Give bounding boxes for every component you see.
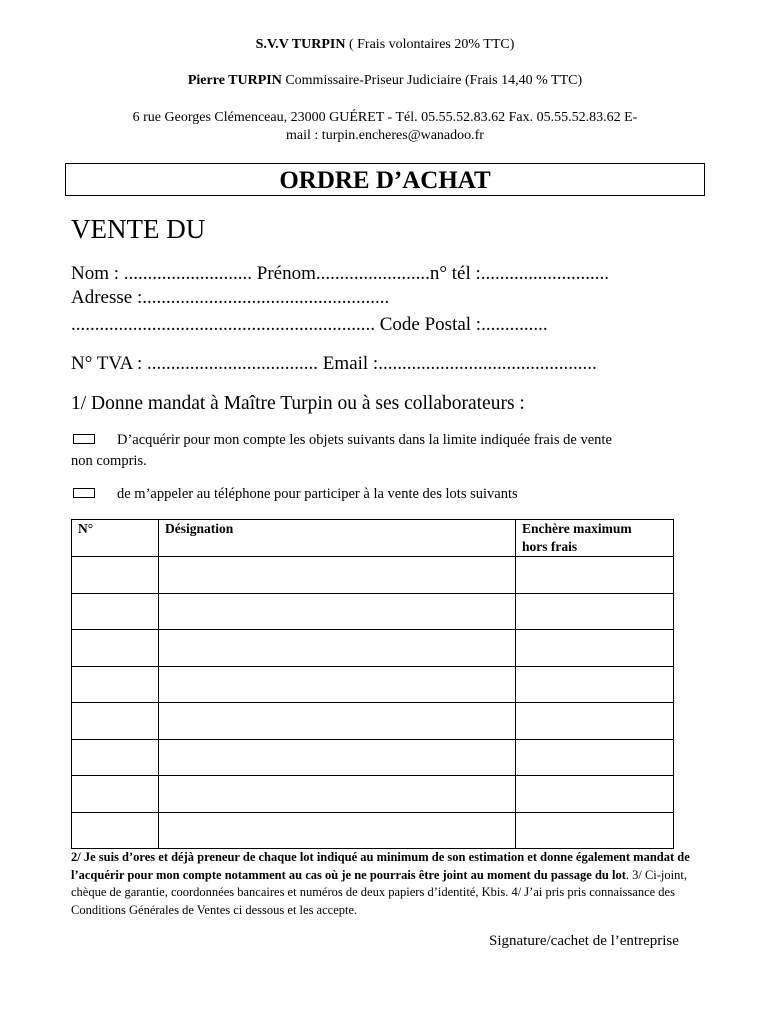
postal-code-field[interactable]: ................................................................ Code Postal :.............. xyxy=(71,314,548,335)
table-row xyxy=(72,557,674,594)
col-num-header: N° xyxy=(72,520,159,557)
col-bid-header: Enchère maximum hors frais xyxy=(516,520,674,557)
header-svv-line xyxy=(0,37,770,53)
table-row xyxy=(72,703,674,740)
table-row xyxy=(72,739,674,776)
phone-bid-label: de m’appeler au téléphone pour participer à la vente des lots suivants xyxy=(117,486,518,502)
header-auctioneer-line xyxy=(0,73,770,89)
purchase-order-label: D’acquérir pour mon compte les objets suivants dans la limite indiquée frais de vente xyxy=(117,432,612,448)
table-row xyxy=(72,593,674,630)
auctioneer-name: Pierre TURPIN xyxy=(187,73,282,88)
svv-fees: ( Frais volontaires 20% TTC) xyxy=(345,37,515,52)
vat-email-field[interactable]: N° TVA : .................................... Email :.............................................. xyxy=(71,353,597,374)
table-row xyxy=(72,776,674,813)
purchase-order-checkbox[interactable] xyxy=(73,434,95,444)
address-field[interactable]: Adresse :.................................................... xyxy=(71,287,390,308)
phone-bid-checkbox[interactable] xyxy=(73,488,95,498)
auctioneer-role: Commissaire-Priseur Judiciaire (Frais 14,40 % TTC) xyxy=(281,73,583,88)
terms-paragraph xyxy=(71,849,701,919)
table-row xyxy=(72,666,674,703)
table-row xyxy=(72,812,674,849)
signature-label: Signature/cachet de l’entreprise xyxy=(489,933,679,949)
vente-du-heading: VENTE DU xyxy=(71,214,206,244)
mandate-heading: 1/ Donne mandat à Maître Turpin ou à ses collaborateurs : xyxy=(71,393,525,414)
terms-bold: 2/ Je suis d’ores et déjà preneur de chaque lot indiqué au minimum de son estimation et donne également mandat de l’acquérir pour mon compte notamment au cas où je ne pourrais être joint au moment du passage du lot xyxy=(71,850,690,882)
address-line-2: mail : turpin.encheres@wanadoo.fr xyxy=(286,128,484,143)
col-designation-header: Désignation xyxy=(159,520,516,557)
address-line-1: 6 rue Georges Clémenceau, 23000 GUÉRET - Tél. 05.55.52.83.62 Fax. 05.55.52.83.62 E- xyxy=(132,110,638,125)
table-row xyxy=(72,630,674,667)
table-header-row xyxy=(72,520,674,557)
purchase-order-label-cont: non compris. xyxy=(71,453,147,469)
terms-rest: . 3/ Ci-joint, chèque de garantie, coordonnées bancaires et numéros de deux papiers d’identité, Kbis. 4/ J’ai pris pris connaissance des Conditions Générales de Ventes ci dessous et les accepte. xyxy=(71,867,687,917)
page-title: ORDRE D’ACHAT xyxy=(65,163,705,196)
lots-table xyxy=(71,519,674,849)
name-phone-field[interactable]: Nom : ........................... Prénom........................n° tél :........................... xyxy=(71,263,610,284)
svv-name: S.V.V TURPIN xyxy=(255,37,346,52)
header-address xyxy=(70,109,700,145)
